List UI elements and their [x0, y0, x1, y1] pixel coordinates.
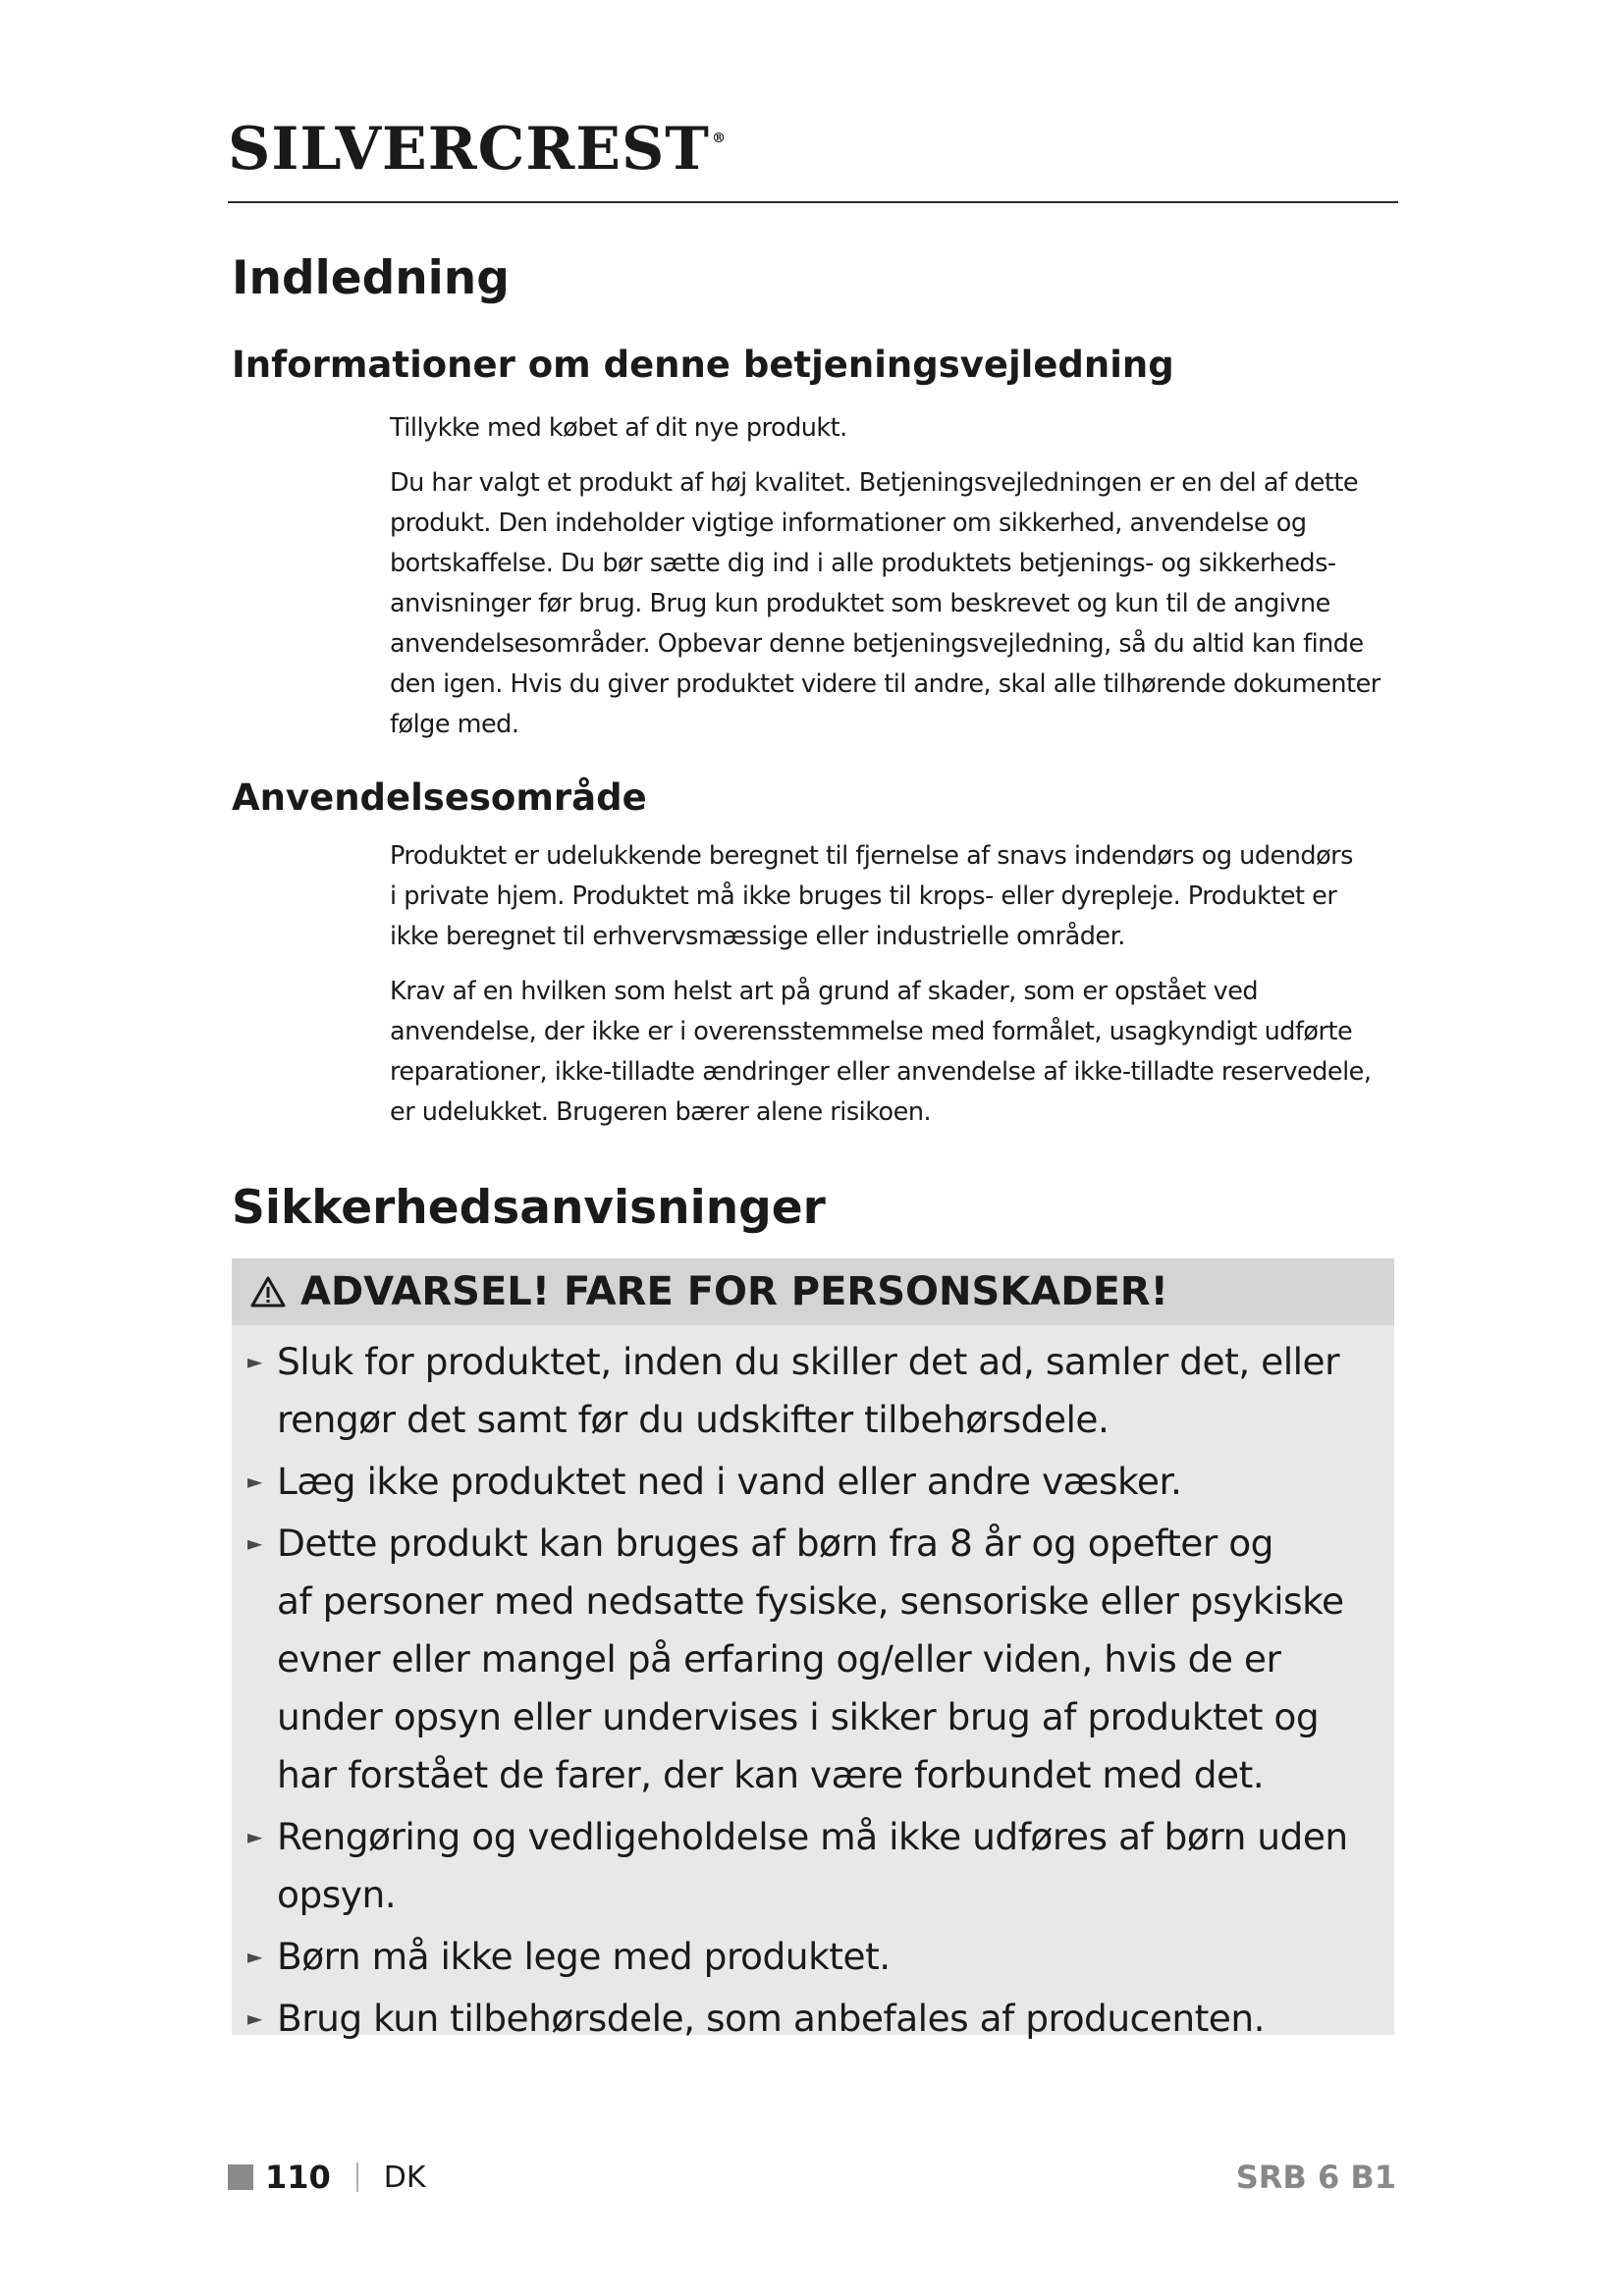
- bullet-arrow-icon: ►: [247, 1945, 262, 1968]
- paragraph-line: den igen. Hvis du giver produktet videre til andre, skal alle tilhørende dokumenter: [390, 669, 1380, 699]
- warning-item: [247, 1453, 1394, 1511]
- paragraph: [390, 836, 1411, 957]
- warning-header: [232, 1258, 1394, 1325]
- warning-item-line: Læg ikke produktet ned i vand eller andre væsker.: [277, 1460, 1182, 1503]
- warning-item-line: under opsyn eller undervises i sikker brug af produktet og: [277, 1695, 1320, 1738]
- paragraph: [390, 463, 1411, 745]
- paragraph-line: ikke beregnet til erhvervsmæssige eller industrielle områder.: [390, 922, 1125, 951]
- bullet-arrow-icon: ►: [247, 1469, 262, 1493]
- paragraph-line: Produktet er udelukkende beregnet til fjernelse af snavs indendørs og udendørs: [390, 841, 1353, 871]
- paragraph-line: anvendelse, der ikke er i overensstemmelse med formålet, usagkyndigt udførte: [390, 1017, 1353, 1046]
- warning-item-line: Brug kun tilbehørsdele, som anbefales af producenten.: [277, 1997, 1266, 2040]
- warning-item: [247, 1515, 1394, 1804]
- warning-item-line: Sluk for produktet, inden du skiller det ad, samler det, eller: [277, 1340, 1340, 1383]
- brand-logo: [228, 115, 727, 184]
- paragraph: [390, 972, 1411, 1133]
- brand-name: SILVERCREST: [228, 115, 710, 184]
- bullet-arrow-icon: ►: [247, 1350, 262, 1373]
- section-title-safety: Sikkerhedsanvisninger: [232, 1181, 826, 1235]
- warning-item-line: evner eller mangel på erfaring og/eller viden, hvis de er: [277, 1637, 1281, 1681]
- warning-item: [247, 1990, 1394, 2048]
- paragraph-line: produkt. Den indeholder vigtige informationer om sikkerhed, anvendelse og: [390, 508, 1307, 538]
- warning-item-line: Rengøring og vedligeholdelse må ikke udføres af børn uden: [277, 1815, 1348, 1858]
- header-divider: [228, 201, 1398, 203]
- paragraph-line: i private hjem. Produktet må ikke bruges til krops- eller dyrepleje. Produktet er: [390, 881, 1337, 911]
- paragraph-line: Krav af en hvilken som helst art på grund af skader, som er opstået ved: [390, 977, 1259, 1006]
- warning-item: [247, 1808, 1394, 1924]
- bullet-arrow-icon: ►: [247, 2006, 262, 2030]
- warning-triangle-icon: [249, 1275, 287, 1308]
- bullet-arrow-icon: ►: [247, 1531, 262, 1555]
- page-marker-square: [228, 2164, 253, 2190]
- paragraph-line: reparationer, ikke-tilladte ændringer eller anvendelse af ikke-tilladte reservedele,: [390, 1057, 1372, 1087]
- model-number: SRB 6 B1: [1235, 2159, 1396, 2196]
- paragraph-line: Du har valgt et produkt af høj kvalitet. Betjeningsvejledningen er en del af dette: [390, 468, 1359, 498]
- warning-item: [247, 1333, 1394, 1449]
- paragraph: [390, 408, 1411, 449]
- paragraph-line: følge med.: [390, 710, 519, 739]
- warning-item: [247, 1928, 1394, 1986]
- language-code: DK: [383, 2160, 426, 2195]
- page-number: 110: [265, 2159, 331, 2196]
- warning-item-line: Børn må ikke lege med produktet.: [277, 1935, 891, 1978]
- warning-box: [232, 1258, 1394, 2040]
- bullet-arrow-icon: ►: [247, 1825, 262, 1848]
- warning-item-line: Dette produkt kan bruges af børn fra 8 år og opefter og: [277, 1522, 1273, 1565]
- registered-mark: ®: [711, 131, 727, 146]
- warning-item-line: opsyn.: [277, 1873, 397, 1916]
- warning-list: [232, 1325, 1394, 2048]
- footer-left: [228, 2158, 426, 2197]
- footer-divider: [356, 2163, 358, 2192]
- subsection-title-usage-area: Anvendelsesområde: [232, 776, 647, 819]
- paragraph-line: anvisninger før brug. Brug kun produktet som beskrevet og kun til de angivne: [390, 589, 1330, 618]
- warning-item-line: rengør det samt før du udskifter tilbehørsdele.: [277, 1398, 1110, 1441]
- usage-area-text: [390, 836, 1411, 1133]
- paragraph-line: bortskaffelse. Du bør sætte dig ind i alle produktets betjenings- og sikkerheds-: [390, 549, 1336, 578]
- paragraph-line: anvendelsesområder. Opbevar denne betjeningsvejledning, så du altid kan finde: [390, 629, 1364, 659]
- section-title-introduction: Indledning: [232, 251, 510, 305]
- warning-item-line: af personer med nedsatte fysiske, sensoriske eller psykiske: [277, 1579, 1344, 1623]
- subsection-title-manual-info: Informationer om denne betjeningsvejledning: [232, 344, 1174, 386]
- warning-item-line: har forstået de farer, der kan være forbundet med det.: [277, 1753, 1265, 1796]
- paragraph-line: Tillykke med købet af dit nye produkt.: [390, 413, 847, 443]
- manual-info-text: [390, 408, 1411, 745]
- paragraph-line: er udelukket. Brugeren bærer alene risikoen.: [390, 1097, 932, 1127]
- warning-heading: ADVARSEL! FARE FOR PERSONSKADER!: [300, 1269, 1168, 1314]
